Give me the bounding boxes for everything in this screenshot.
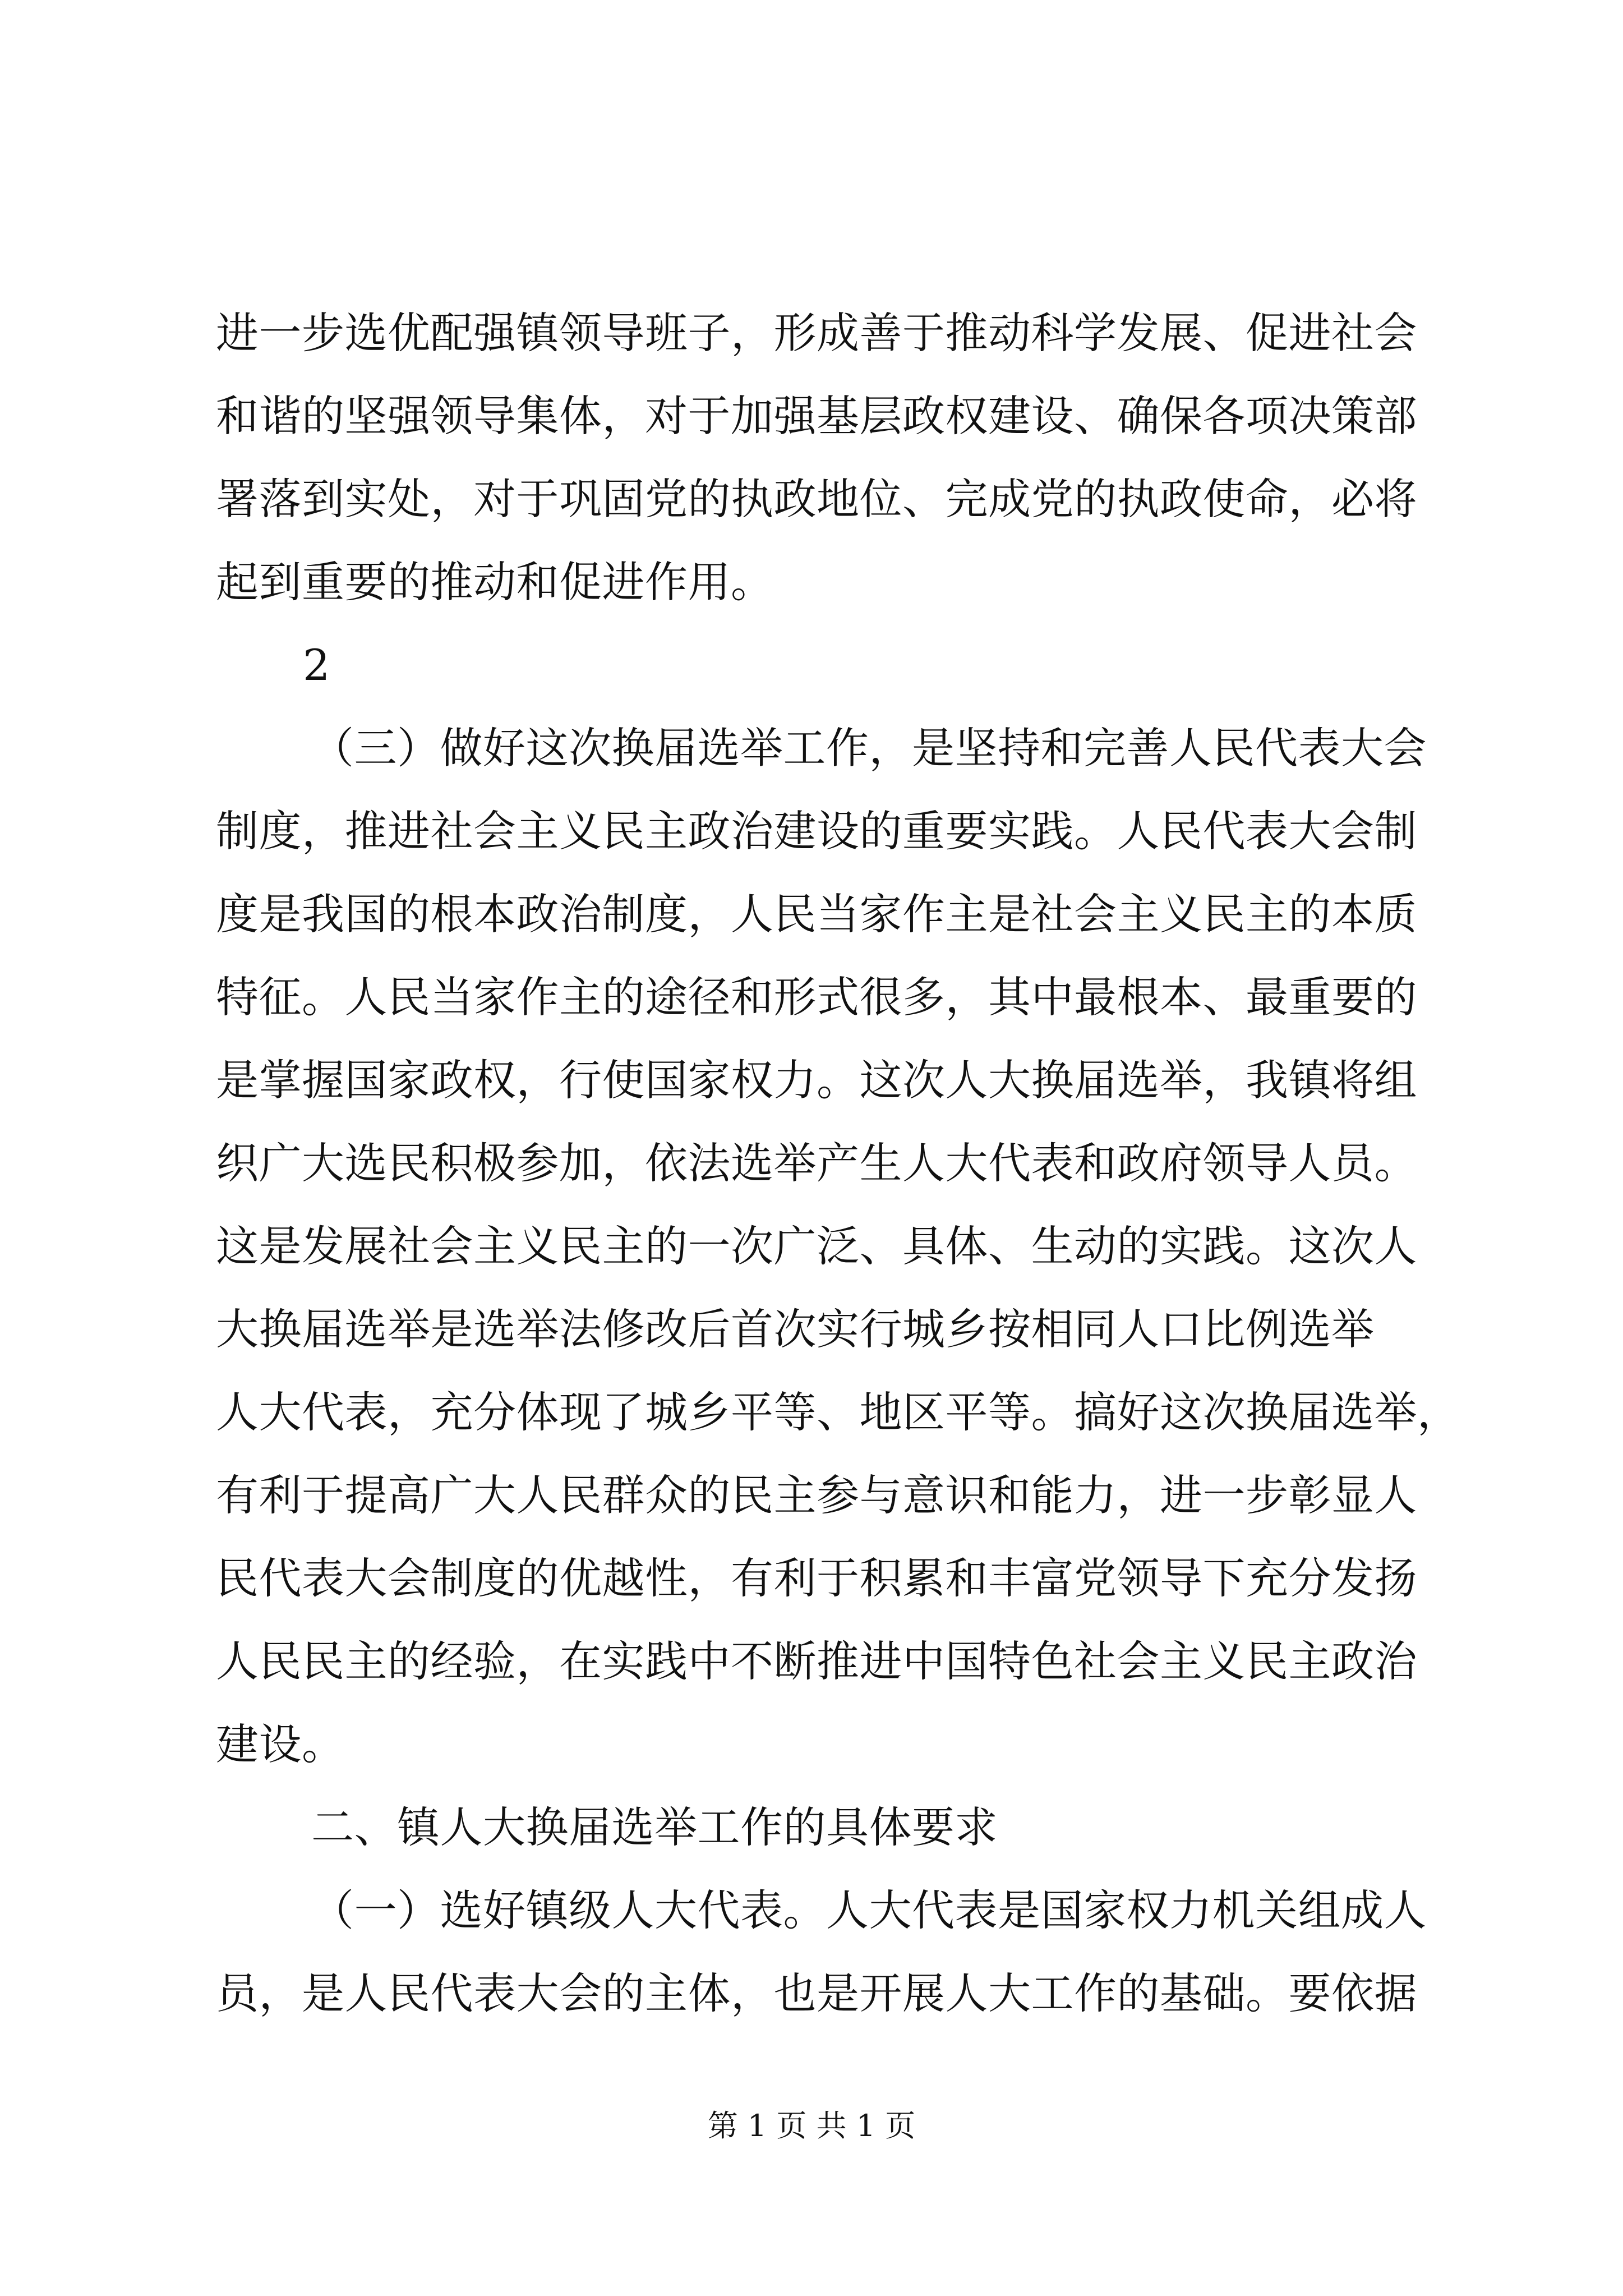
paragraph-start-line: （三）做好这次换届选举工作，是坚持和完善人民代表大会: [311, 723, 1427, 773]
inline-page-number: 2: [303, 640, 330, 690]
text-line: 员，是人民代表大会的主体，也是开展人大工作的基础。要依据: [216, 1968, 1417, 2018]
text-line: 和谐的坚强领导集体，对于加强基层政权建设、确保各项决策部: [216, 391, 1417, 441]
text-line: 这是发展社会主义民主的一次广泛、具体、生动的实践。这次人: [216, 1221, 1417, 1271]
text-line: 织广大选民积极参加，依法选举产生人大代表和政府领导人员。: [216, 1138, 1417, 1188]
text-line: 制度，推进社会主义民主政治建设的重要实践。人民代表大会制: [216, 806, 1417, 856]
document-body: [216, 292, 1460, 2035]
page-footer: 第 1 页 共 1 页: [707, 2108, 916, 2143]
text-line: 建设。: [216, 1719, 345, 1769]
text-line: 人民民主的经验，在实践中不断推进中国特色社会主义民主政治: [216, 1636, 1417, 1686]
section-heading: 二、镇人大换届选举工作的具体要求: [311, 1802, 998, 1852]
text-line: 有利于提高广大人民群众的民主参与意识和能力，进一步彰显人: [216, 1470, 1417, 1520]
text-line: 度是我国的根本政治制度，人民当家作主是社会主义民主的本质: [216, 889, 1417, 939]
text-line: 特征。人民当家作主的途径和形式很多，其中最根本、最重要的: [216, 972, 1417, 1022]
text-line: 进一步选优配强镇领导班子，形成善于推动科学发展、促进社会: [216, 308, 1417, 358]
text-line: 大换届选举是选举法修改后首次实行城乡按相同人口比例选举: [216, 1304, 1375, 1354]
text-line: 人大代表，充分体现了城乡平等、地区平等。搞好这次换届选举，: [216, 1387, 1460, 1437]
text-line: 是掌握国家政权，行使国家权力。这次人大换届选举，我镇将组: [216, 1055, 1417, 1105]
paragraph-start-line: （一）选好镇级人大代表。人大代表是国家权力机关组成人: [311, 1885, 1427, 1935]
text-line: 民代表大会制度的优越性，有利于积累和丰富党领导下充分发扬: [216, 1553, 1417, 1603]
text-line: 起到重要的推动和促进作用。: [216, 557, 774, 607]
text-line: 署落到实处，对于巩固党的执政地位、完成党的执政使命，必将: [216, 474, 1417, 524]
